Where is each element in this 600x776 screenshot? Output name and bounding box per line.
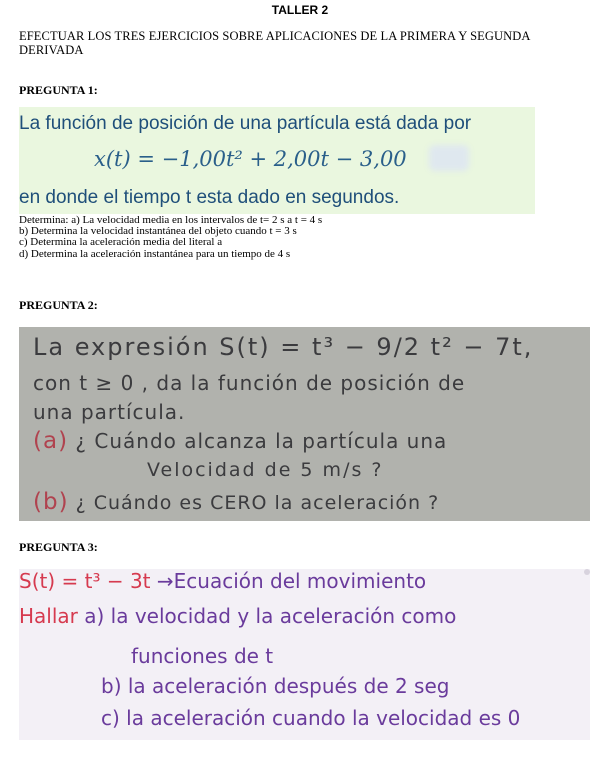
q2-line-3: una partícula. xyxy=(33,400,186,424)
question-2-heading: PREGUNTA 2: xyxy=(19,298,98,312)
q3-item-a: a) la velocidad y la aceleración como xyxy=(84,604,457,628)
question-1-image xyxy=(19,107,535,214)
q3-item-a-cont: funciones de t xyxy=(131,644,274,668)
question-3-image xyxy=(19,569,590,740)
q2-mark-b: (b) xyxy=(33,489,69,515)
question-1-items xyxy=(19,215,579,260)
q1-image-equation: x(t) = −1,00t² + 2,00t − 3,00 xyxy=(94,147,407,171)
q3-item-b: b) la aceleración después de 2 seg xyxy=(101,674,450,698)
q2-line-6 xyxy=(33,489,439,515)
q1-image-line-3: en donde el tiempo t esta dado en segundos. xyxy=(19,187,400,208)
document-intro: EFECTUAR LOS TRES EJERCICIOS SOBRE APLICACIONES DE LA PRIMERA Y SEGUNDA DERIVADA xyxy=(19,29,530,57)
q3-line-2 xyxy=(19,604,456,628)
q2-question-b: ¿ Cuándo es CERO la aceleración ? xyxy=(75,492,440,514)
question-3-heading: PREGUNTA 3: xyxy=(19,540,98,554)
q2-mark-a: (a) xyxy=(33,428,69,454)
q1-item-d: d) Determina la aceleración instantánea para un tiempo de 4 s xyxy=(19,247,291,260)
q3-equation: S(t) = t³ − 3t xyxy=(19,569,151,593)
q1-image-smudge xyxy=(429,145,469,171)
q3-hallar: Hallar xyxy=(19,604,78,628)
q2-line-5: Velocidad de 5 m/s ? xyxy=(147,459,384,481)
question-1-heading: PREGUNTA 1: xyxy=(19,83,98,97)
q3-corner-dot xyxy=(584,569,590,575)
q1-image-line-1: La función de posición de una partícula está dada por xyxy=(19,113,472,134)
document-title: TALLER 2 xyxy=(271,3,329,17)
q3-item-c: c) la aceleración cuando la velocidad es 0 xyxy=(101,706,521,730)
q1-item-a: Determina: a) La velocidad media en los intervalos de t= 2 s a t = 4 s xyxy=(19,214,323,226)
question-2-image xyxy=(19,327,590,521)
q2-line-4 xyxy=(33,428,447,454)
q1-item-b: b) Determina la velocidad instantánea del objeto cuando t = 3 s xyxy=(19,225,297,238)
q2-line-2: con t ≥ 0 , da la función de posición de xyxy=(33,371,466,395)
q1-item-c: c) Determina la aceleración media del literal a xyxy=(19,236,223,249)
q3-line-1 xyxy=(19,569,426,593)
q3-equation-note: →Ecuación del movimiento xyxy=(156,569,427,593)
q2-line-1: La expresión S(t) = t³ − 9/2 t² − 7t, xyxy=(33,333,534,361)
q2-question-a: ¿ Cuándo alcanza la partícula una xyxy=(75,429,448,453)
